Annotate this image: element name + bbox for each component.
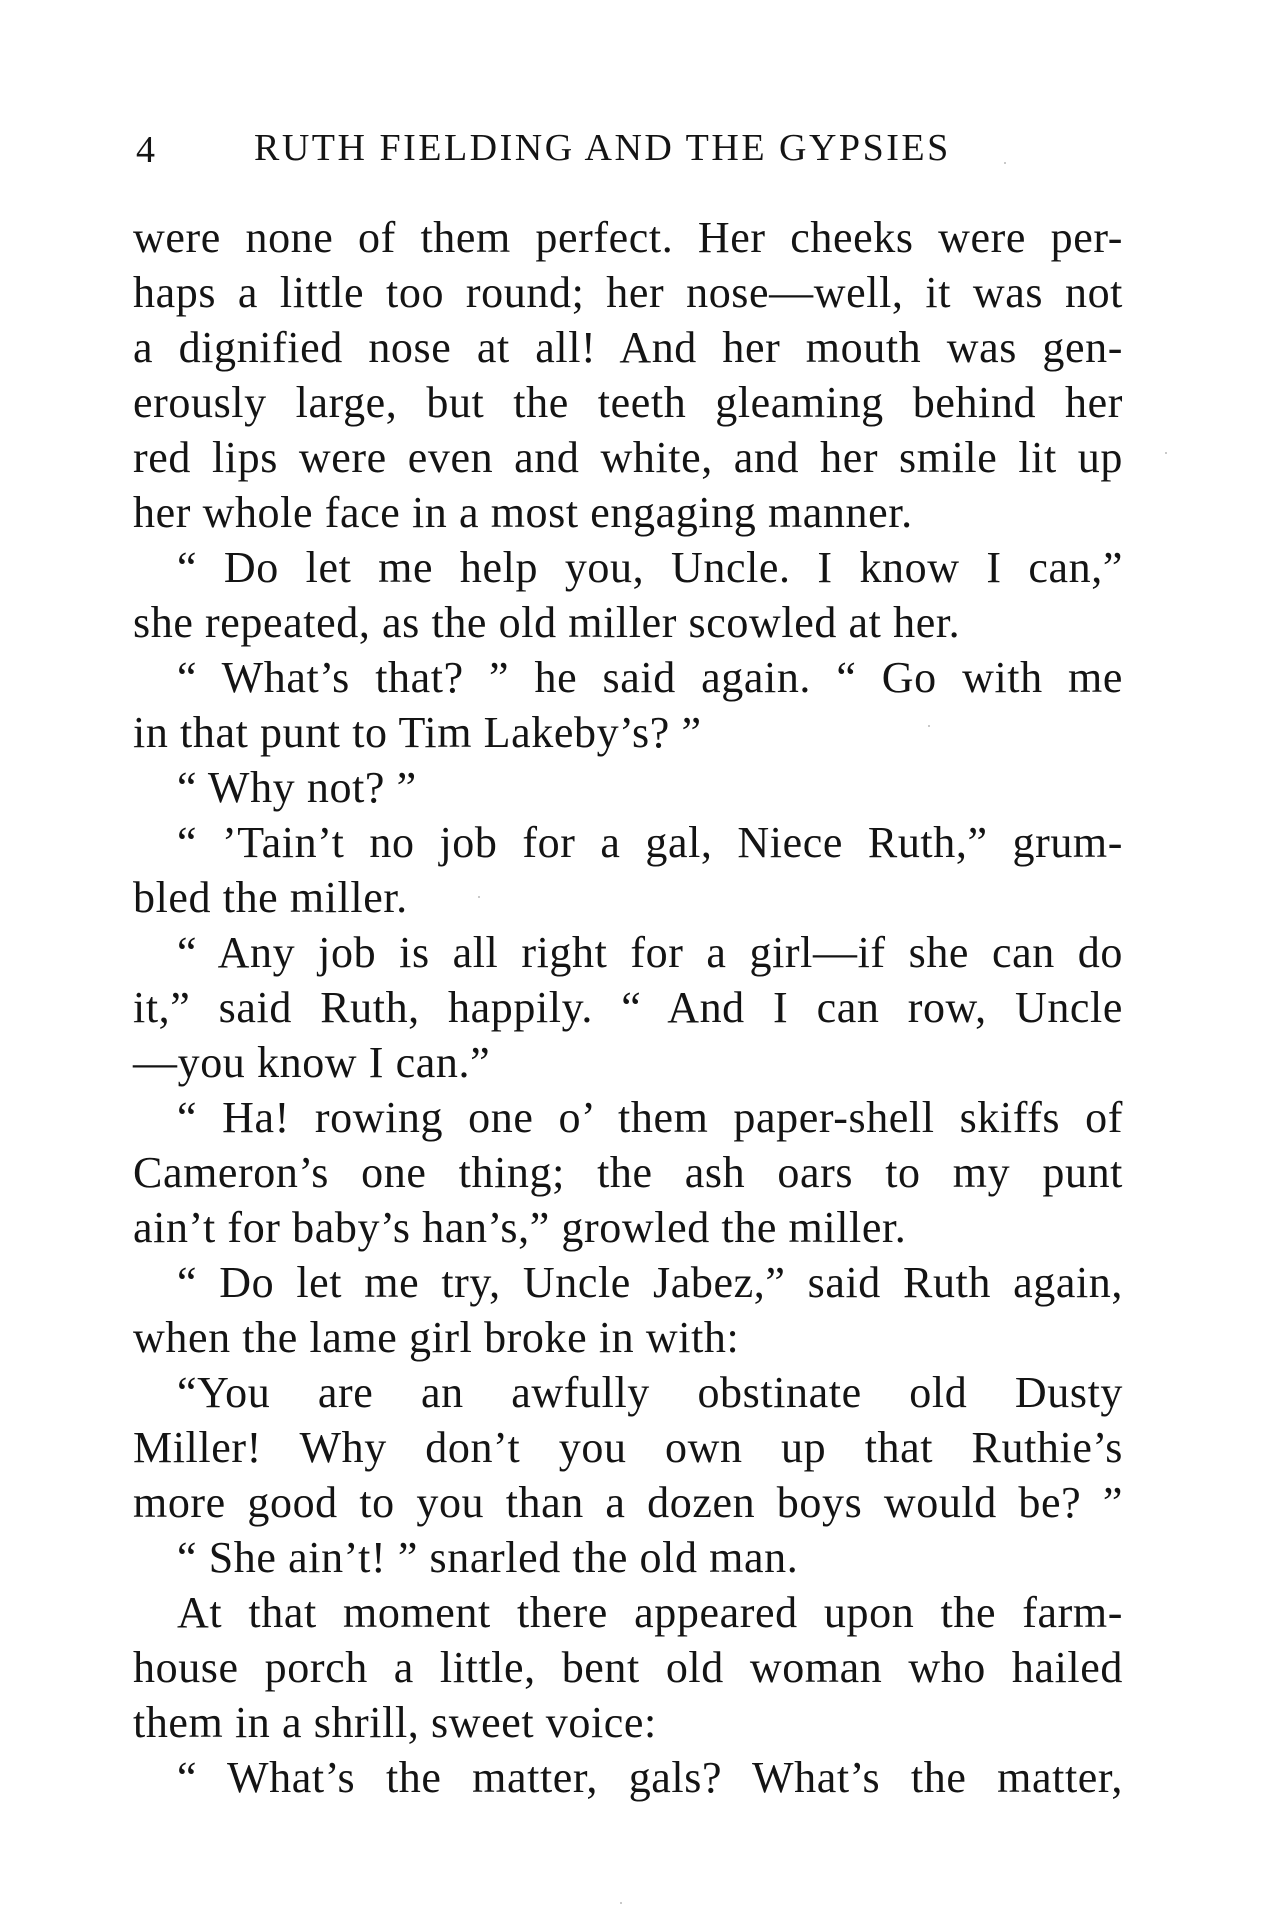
paper-speck: [1165, 452, 1167, 454]
paper-speck: [928, 725, 930, 727]
text-line: when the lame girl broke in with:: [133, 1313, 740, 1362]
paper-speck: [478, 896, 480, 898]
text-line: “ Why not? ”: [177, 763, 417, 812]
body-text: [133, 210, 1123, 1805]
text-line: “ Do let me try, Uncle Jabez,” said Ruth again,: [177, 1258, 1123, 1307]
text-line: red lips were even and white, and her smile lit up: [133, 433, 1123, 482]
text-line: it,” said Ruth, happily. “ And I can row, Uncle: [133, 983, 1123, 1032]
text-line: were none of them perfect. Her cheeks were per-: [133, 213, 1123, 262]
text-line: “ ’Tain’t no job for a gal, Niece Ruth,” grum-: [177, 818, 1123, 867]
text-line: “ What’s that? ” he said again. “ Go with me: [177, 653, 1123, 702]
text-line: house porch a little, bent old woman who hailed: [133, 1643, 1123, 1692]
text-line: At that moment there appeared upon the farm-: [177, 1588, 1123, 1637]
text-line: a dignified nose at all! And her mouth was gen-: [133, 323, 1123, 372]
text-line: them in a shrill, sweet voice:: [133, 1698, 657, 1747]
text-line: Cameron’s one thing; the ash oars to my punt: [133, 1148, 1123, 1197]
text-line: in that punt to Tim Lakeby’s? ”: [133, 708, 702, 757]
text-line: “ Ha! rowing one o’ them paper-shell skiffs of: [177, 1093, 1123, 1142]
page-number: 4: [136, 129, 155, 171]
text-line: she repeated, as the old miller scowled at her.: [133, 598, 961, 647]
text-line: ain’t for baby’s han’s,” growled the miller.: [133, 1203, 907, 1252]
running-title: RUTH FIELDING AND THE GYPSIES: [254, 127, 951, 169]
text-line: her whole face in a most engaging manner.: [133, 488, 913, 537]
text-line: Miller! Why don’t you own up that Ruthie’s: [133, 1423, 1123, 1472]
text-line: “ Do let me help you, Uncle. I know I can,”: [177, 543, 1123, 592]
text-line: erously large, but the teeth gleaming behind her: [133, 378, 1123, 427]
text-line: “ Any job is all right for a girl—if she can do: [177, 928, 1123, 977]
text-line: “ She ain’t! ” snarled the old man.: [177, 1533, 799, 1582]
text-line: “You are an awfully obstinate old Dusty: [177, 1368, 1123, 1417]
text-line: —you know I can.”: [133, 1038, 491, 1087]
paper-speck: [620, 1902, 622, 1904]
running-head: [136, 120, 1002, 170]
text-line: “ What’s the matter, gals? What’s the matter,: [177, 1753, 1123, 1802]
text-line: bled the miller.: [133, 873, 408, 922]
text-line: more good to you than a dozen boys would be? ”: [133, 1478, 1123, 1527]
paper-speck: [1004, 162, 1006, 164]
text-line: haps a little too round; her nose—well, it was not: [133, 268, 1123, 317]
